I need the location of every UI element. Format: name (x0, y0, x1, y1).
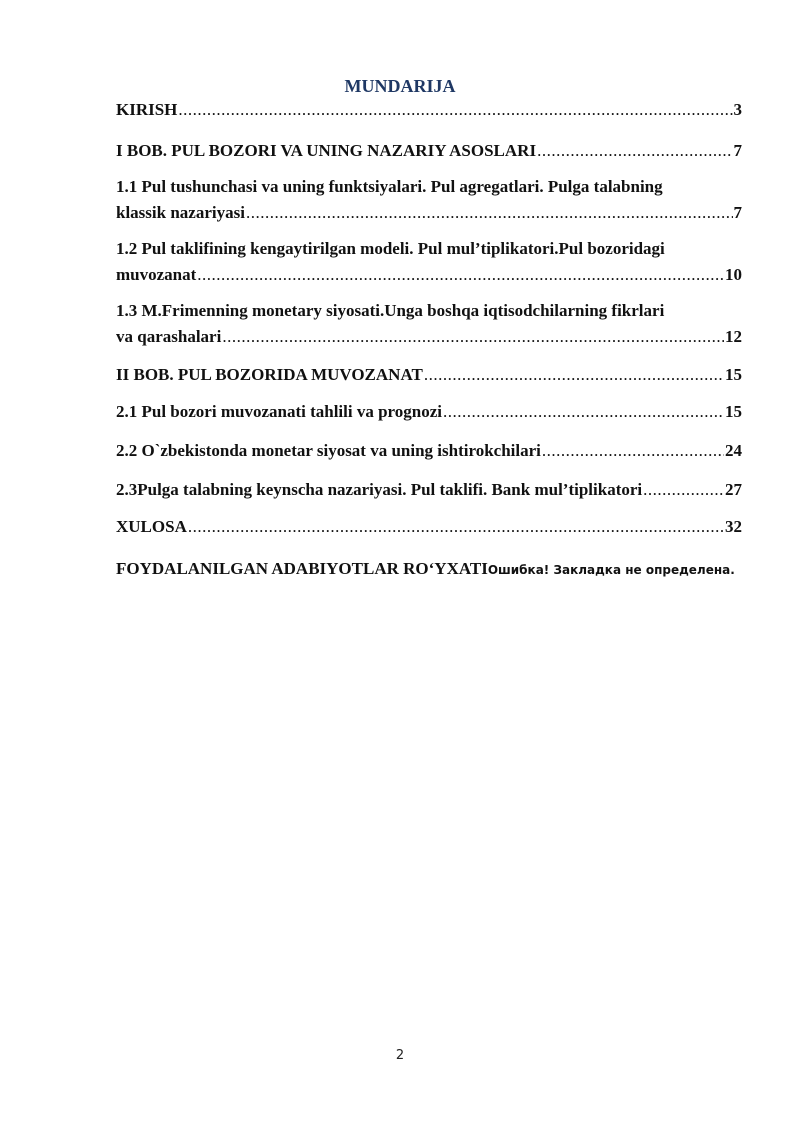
toc-entry-text: II BOB. PUL BOZORIDA MUVOZANAT (116, 365, 423, 384)
toc-entry-text: muvozanat (116, 265, 197, 284)
toc-entry-text-line1: 1.3 M.Frimenning monetary siyosati.Unga boshqa iqtisodchilarning fikrlari (116, 301, 665, 320)
toc-entry-page: 15 (725, 402, 742, 421)
toc-entry-page: 12 (725, 327, 742, 346)
toc-entry-chapter-1[interactable] (116, 138, 742, 164)
toc-leader-dots (537, 138, 732, 164)
page-number: 2 (395, 1048, 405, 1063)
toc-entry-section-1-1[interactable] (116, 174, 742, 226)
toc-leader-dots (443, 399, 724, 425)
toc-entry-page: 24 (725, 441, 742, 460)
bookmark-error-message: Ошибка! Закладка не определена. (487, 563, 735, 577)
toc-entry-section-1-2[interactable] (116, 236, 742, 288)
toc-entry-text: 2.1 Pul bozori muvozanati tahlili va prognozi (116, 402, 443, 421)
toc-entry-text-line1: 1.1 Pul tushunchasi va uning funktsiyalari. Pul agregatlari. Pulga talabning (116, 177, 663, 196)
toc-entry-section-2-3[interactable] (116, 477, 742, 503)
toc-entry-xulosa[interactable] (116, 514, 742, 540)
toc-title: MUNDARIJA (344, 76, 456, 96)
toc-entry-page: 10 (725, 265, 742, 284)
toc-entry-page: 32 (725, 517, 742, 536)
toc-entry-text: KIRISH (116, 100, 178, 119)
toc-entry-page: 15 (725, 365, 742, 384)
toc-leader-dots (643, 477, 724, 503)
toc-leader-dots (542, 438, 724, 464)
toc-entry-text: 2.2 O`zbekistonda monetar siyosat va uning ishtirokchilari (116, 441, 541, 460)
toc-entry-text: XULOSA (116, 517, 187, 536)
toc-entry-references[interactable] (116, 556, 742, 583)
toc-entry-kirish[interactable] (116, 97, 742, 123)
toc-entry-text: 2.3Pulga talabning keynscha nazariyasi. Pul taklifi. Bank mul’tiplikatori (116, 480, 643, 499)
toc-entry-page: 7 (733, 203, 742, 222)
toc-entry-page: 27 (725, 480, 742, 499)
toc-entry-section-1-3[interactable] (116, 298, 742, 350)
toc-entry-text: I BOB. PUL BOZORI VA UNING NAZARIY ASOSLARI (116, 141, 537, 160)
toc-entry-text-line1: 1.2 Pul taklifining kengaytirilgan modeli. Pul mul’tiplikatori.Pul bozoridagi (116, 239, 665, 258)
toc-leader-dots (188, 514, 724, 540)
toc-entry-text: FOYDALANILGAN ADABIYOTLAR RO‘YXATI (116, 559, 488, 578)
toc-leader-dots (424, 362, 724, 388)
toc-entry-page: 3 (733, 100, 742, 119)
toc-entry-section-2-1[interactable] (116, 399, 742, 425)
toc-entry-text: va qarashalari (116, 327, 222, 346)
toc-leader-dots (197, 262, 724, 288)
toc-leader-dots (178, 97, 732, 123)
toc-entry-page: 7 (733, 141, 742, 160)
toc-entry-text: klassik nazariyasi (116, 203, 245, 222)
toc-entry-chapter-2[interactable] (116, 362, 742, 388)
toc-entry-section-2-2[interactable] (116, 438, 742, 464)
toc-leader-dots (246, 200, 733, 226)
toc-leader-dots (222, 324, 724, 350)
